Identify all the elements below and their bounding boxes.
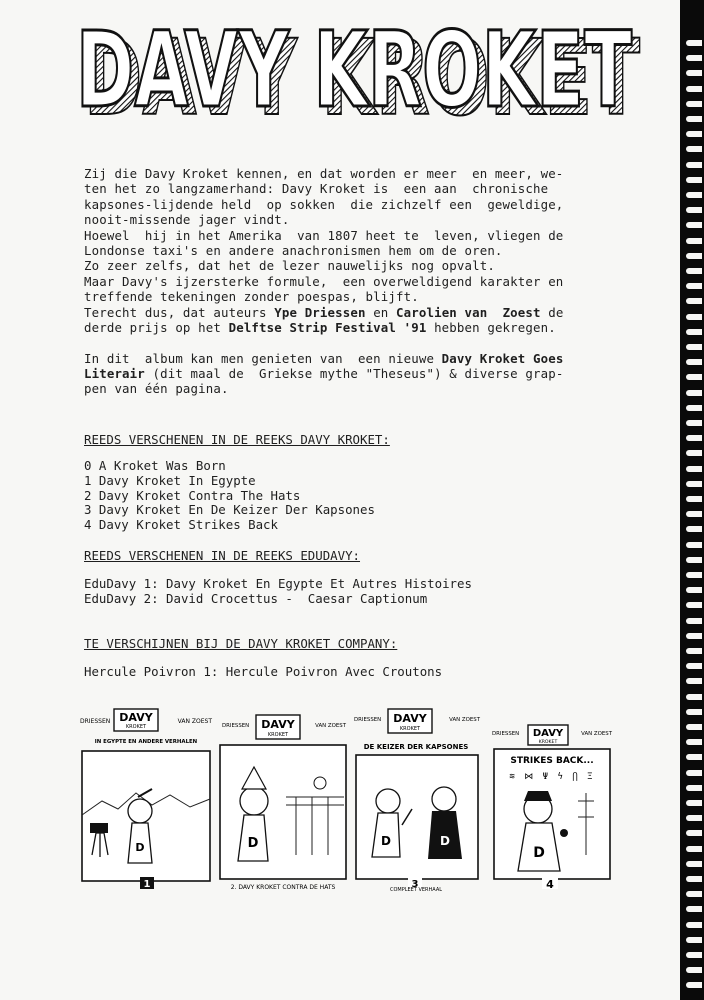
intro-line: [84, 351, 644, 366]
binding-coil: [686, 466, 702, 472]
binding-coil: [686, 55, 702, 61]
cover-3-caption: COMPLEET VERHAAL: [389, 887, 443, 893]
intro-line: [84, 320, 644, 335]
intro-bold-text: Davy Kroket Goes: [441, 350, 564, 366]
intro-text-run: Zo zeer zelfs, dat het de lezer nauwelijks nog opvalt.: [84, 258, 495, 274]
binding-coil: [686, 557, 702, 563]
intro-text-run: Hoewel hij in het Amerika van 1807 heet te leven, vliegen de: [84, 227, 564, 243]
intro-line: [84, 381, 644, 396]
intro-text-run: derde prijs op het: [84, 319, 229, 335]
binding-coil: [686, 177, 702, 183]
binding-coil: [686, 982, 702, 988]
intro-line: [84, 197, 644, 212]
list-item: 1 Davy Kroket In Egypte: [84, 472, 256, 488]
cover-3-logo: DAVY: [393, 712, 427, 725]
binding-coil: [686, 861, 702, 867]
binding-coil: [686, 329, 702, 335]
intro-bold-text: Carolien van Zoest: [396, 304, 541, 320]
intro-text-run: Zij die Davy Kroket kennen, en dat worden er meer en meer, we-: [84, 166, 564, 181]
list-item: 2 Davy Kroket Contra The Hats: [84, 487, 301, 503]
cover-1-author-right: VAN ZOEST: [177, 718, 212, 725]
cover-1-subtitle: IN EGYPTE EN ANDERE VERHALEN: [94, 739, 198, 745]
binding-coil: [686, 967, 702, 973]
intro-text: [84, 166, 644, 397]
binding-coil: [686, 40, 702, 46]
list-davy-kroket: [84, 459, 375, 533]
intro-text-run: ten het zo langzamerhand: Davy Kroket is een aan chronische: [84, 181, 549, 197]
intro-line: [84, 228, 644, 243]
binding-coil: [686, 420, 702, 426]
binding-coil: [686, 785, 702, 791]
binding-coil: [686, 739, 702, 745]
intro-text-run: kapsones-lijdende held op sokken die zichzelf een geweldige,: [84, 196, 564, 212]
binding-coil: [686, 876, 702, 882]
list-item: EduDavy 2: David Crocettus - Caesar Captionum: [84, 590, 428, 606]
cover-1: [78, 705, 214, 895]
cover-2: [216, 705, 350, 895]
binding-coil: [686, 891, 702, 897]
binding-coil: [686, 131, 702, 137]
binding-coil: [686, 754, 702, 760]
binding-coil: [686, 238, 702, 244]
intro-line: [84, 274, 644, 289]
list-item: Hercule Poivron 1: Hercule Poivron Avec Croutons: [84, 664, 443, 679]
binding-coil: [686, 633, 702, 639]
intro-text-run: nooit-missende jager vindt.: [84, 212, 290, 228]
binding-coil: [686, 283, 702, 289]
cover-1-author-left: DRIESSEN: [80, 718, 111, 725]
binding-coil: [686, 314, 702, 320]
binding-coil: [686, 800, 702, 806]
intro-text-run: pen van één pagina.: [84, 381, 229, 397]
binding-coil: [686, 390, 702, 396]
svg-text:D: D: [440, 834, 450, 848]
binding-coil: [686, 116, 702, 122]
intro-bold-text: Literair: [84, 366, 145, 382]
binding-coil: [686, 770, 702, 776]
cover-1-logo: DAVY: [119, 711, 153, 724]
cover-3: [352, 705, 482, 895]
list-item: 4 Davy Kroket Strikes Back: [84, 517, 278, 533]
cover-1-number: 1: [143, 879, 151, 890]
binding-coil: [686, 435, 702, 441]
binding-coil: [686, 374, 702, 380]
binding-coil: [686, 694, 702, 700]
intro-text-run: de: [540, 304, 564, 320]
binding-coil: [686, 815, 702, 821]
svg-text:D: D: [533, 845, 545, 861]
cover-3-subtitle: DE KEIZER DER KAPSONES: [363, 743, 469, 751]
binding-coil: [686, 648, 702, 654]
cover-2-author-right: VAN ZOEST: [315, 723, 346, 729]
binding-coil: [686, 572, 702, 578]
binding-coil: [686, 101, 702, 107]
binding-coil: [686, 542, 702, 548]
binding-coil: [686, 86, 702, 92]
binding-coil: [686, 268, 702, 274]
cover-4-number: 4: [546, 878, 554, 891]
binding-coil: [686, 830, 702, 836]
binding-coil: [686, 298, 702, 304]
svg-text:≋ ⋈ Ψ ϟ ⋂ Ξ: ≋ ⋈ Ψ ϟ ⋂ Ξ: [509, 772, 595, 782]
binding-coil: [686, 162, 702, 168]
binding-coil: [686, 344, 702, 350]
binding-coil: [686, 952, 702, 958]
cover-4-author-left: DRIESSEN: [492, 731, 520, 737]
cover-3-author-right: VAN ZOEST: [449, 717, 480, 723]
intro-line: [84, 166, 644, 181]
intro-line: [84, 258, 644, 273]
intro-text-run: treffende tekeningen zonder poespas, blijft.: [84, 289, 419, 305]
heading-reeks-davy-kroket: REEDS VERSCHENEN IN DE REEKS DAVY KROKET:: [84, 432, 390, 447]
binding-coil: [686, 496, 702, 502]
cover-3-author-left: DRIESSEN: [354, 717, 382, 723]
intro-line: [84, 243, 644, 258]
list-item: EduDavy 1: Davy Kroket En Egypte Et Autres Histoires: [84, 576, 472, 591]
binding-coil: [686, 481, 702, 487]
list-company: [84, 665, 442, 680]
title-logo: [70, 14, 650, 134]
binding-coil: [686, 602, 702, 608]
intro-text-run: (dit maal de Griekse mythe "Theseus") & diverse grap-: [144, 366, 564, 382]
intro-bold-text: Delftse Strip Festival '91: [228, 319, 427, 335]
intro-line: [84, 305, 644, 320]
binding-coil: [686, 709, 702, 715]
binding-coil: [686, 222, 702, 228]
title-text: DAVY KROKET: [76, 14, 633, 131]
binding-coil: [686, 724, 702, 730]
title-shadow: DAVY KROKET: [84, 17, 641, 134]
cover-2-author-left: DRIESSEN: [222, 723, 250, 729]
cover-4-logo: DAVY: [532, 728, 564, 739]
svg-text:D: D: [135, 841, 145, 854]
intro-text-run: In dit album kan men genieten van een nieuwe: [84, 350, 442, 366]
intro-text-run: Terecht dus, dat auteurs: [84, 304, 275, 320]
intro-text-run: Londonse taxi's en andere anachronismen hem om de oren.: [84, 242, 503, 258]
cover-4-author-right: VAN ZOEST: [581, 731, 612, 737]
binding-coil: [686, 922, 702, 928]
cover-4-logo-sub: KROKET: [538, 740, 558, 745]
intro-bold-text: Ype Driessen: [274, 304, 366, 320]
heading-reeks-edudavy: REEDS VERSCHENEN IN DE REEKS EDUDAVY:: [84, 548, 361, 563]
binding-coil: [686, 450, 702, 456]
intro-line: [84, 366, 644, 381]
intro-line: [84, 181, 644, 196]
heading-davy-kroket-company: TE VERSCHIJNEN BIJ DE DAVY KROKET COMPANY:: [84, 636, 398, 651]
cover-4: [490, 705, 614, 895]
binding-coil: [686, 192, 702, 198]
intro-line: [84, 289, 644, 304]
binding-coil: [686, 207, 702, 213]
cover-2-logo-sub: KROKET: [267, 732, 289, 738]
svg-text:D: D: [247, 836, 259, 851]
spiral-binding: [680, 0, 704, 1000]
binding-coil: [686, 937, 702, 943]
list-item: 0 A Kroket Was Born: [84, 458, 226, 473]
svg-text:D: D: [381, 834, 391, 848]
cover-2-logo: DAVY: [261, 718, 295, 731]
binding-coil: [686, 906, 702, 912]
binding-coil: [686, 618, 702, 624]
intro-text-run: Maar Davy's ijzersterke formule, een overweldigend karakter en: [84, 273, 564, 289]
intro-text-run: en: [365, 304, 397, 320]
binding-coil: [686, 663, 702, 669]
binding-coil: [686, 405, 702, 411]
binding-coil: [686, 678, 702, 684]
binding-coil: [686, 253, 702, 259]
cover-1-logo-sub: KROKET: [125, 724, 147, 730]
cover-4-subtitle: STRIKES BACK...: [510, 756, 594, 766]
binding-coil: [686, 846, 702, 852]
binding-coil: [686, 511, 702, 517]
list-edudavy: [84, 577, 472, 607]
cover-3-number: 3: [411, 879, 419, 890]
binding-coil: [686, 526, 702, 532]
binding-coil: [686, 359, 702, 365]
intro-text-run: hebben gekregen.: [426, 319, 556, 335]
binding-coil: [686, 587, 702, 593]
cover-3-logo-sub: KROKET: [399, 726, 421, 732]
intro-line: [84, 212, 644, 227]
list-item: 3 Davy Kroket En De Keizer Der Kapsones: [84, 502, 375, 518]
binding-coil: [686, 70, 702, 76]
cover-2-caption: 2. DAVY KROKET CONTRA DE HATS: [230, 884, 336, 891]
binding-coil: [686, 146, 702, 152]
intro-line: [84, 335, 644, 350]
